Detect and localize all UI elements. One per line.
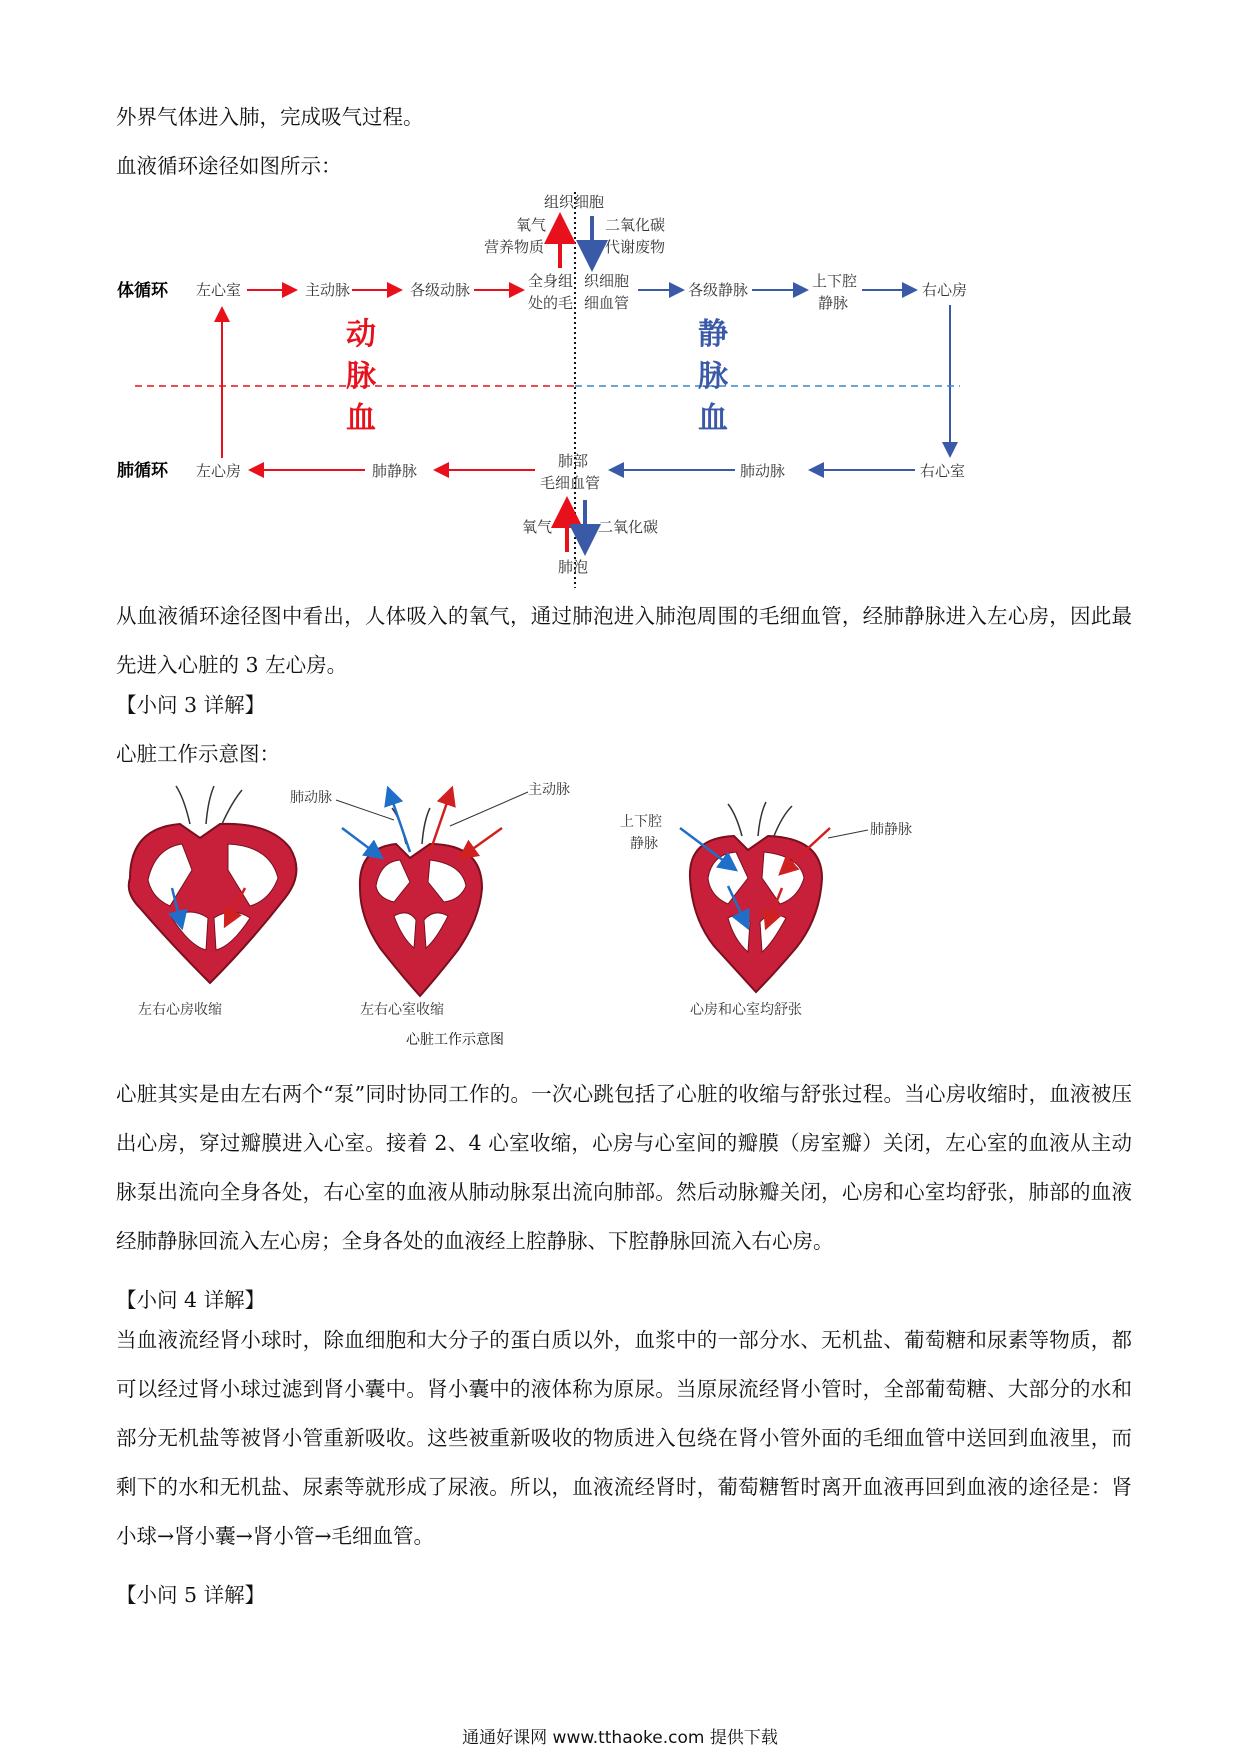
heading-q5: 【小问 5 详解】 [116,1583,266,1607]
node-body-capillary-1: 全身组 [528,272,574,290]
heart-both-relax [680,802,830,992]
heart-ventricles-contract [342,788,502,996]
nutrients-label: 营养物质 [484,238,545,256]
node-right-ventricle: 右心室 [920,462,966,480]
lung-oxygen-label: 氧气 [522,518,553,536]
caption-both-relax: 心房和心室均舒张 [690,1002,802,1018]
paragraph-heart-text: 心脏其实是由左右两个“泵”同时协同工作的。一次心跳包括了心脏的收缩与舒张过程。当心房收缩时，血液被压出心房，穿过瓣膜进入心室。接着 2、4 心室收缩，心房与心室间的瓣膜（房室瓣）关闭，左心室的血液从主动脉泵出流向全身各处，右心室的血液从肺动脉泵出流向肺部。然后动脉瓣关闭，心房和心室均舒张，肺部的血液经肺静脉回流入左心房；全身各处的血液经上腔静脉、下腔静脉回流入右心房。 [116,1082,1132,1253]
node-left-atrium: 左心房 [196,462,242,480]
paragraph-heart-intro: 心脏工作示意图： [116,742,280,766]
node-body-capillary-4: 细血管 [584,294,630,312]
node-left-ventricle: 左心室 [196,281,242,299]
node-pulmonary-vein: 肺静脉 [372,462,418,480]
node-pulmonary-artery: 肺动脉 [740,462,786,480]
paragraph-inhale: 外界气体进入肺，完成吸气过程。 [116,105,424,129]
lung-co2-label: 二氧化碳 [598,518,659,536]
heart-figure-title: 心脏工作示意图 [406,1032,504,1048]
wastes-label: 代谢废物 [605,238,666,256]
paragraph-kidney: 当血液流经肾小球时，除血细胞和大分子的蛋白质以外，血浆中的一部分水、无机盐、葡萄糖和尿素等物质，都可以经过肾小球过滤到肾小囊中。肾小囊中的液体称为原尿。当原尿流经肾小管时，全部葡萄糖、大部分的水和部分无机盐等被肾小管重新吸收。这些被重新吸收的物质进入包绕在肾小管外面的毛细血管中送回到血液里，而剩下的水和无机盐、尿素等就形成了尿液。所以，血液流经肾时，葡萄糖暂时离开血液再回到血液的途径是：肾小球→肾小囊→肾小管→毛细血管。 [116,1328,1132,1548]
heading-q4: 【小问 4 详解】 [116,1288,266,1312]
venous-blood-char-2: 脉 [698,359,728,394]
node-lung-capillary-1: 肺部 [558,452,589,470]
heart-working-figure [110,778,1000,1060]
label-pulmonary-artery: 肺动脉 [290,790,332,806]
label-vena-cava-2: 静脉 [630,836,658,852]
venous-blood-char-1: 静 [698,317,728,352]
arterial-blood-char-2: 脉 [346,359,376,394]
node-veins: 各级静脉 [688,281,749,299]
tissue-cells-label: 组织细胞 [544,193,605,211]
label-aorta: 主动脉 [528,782,570,798]
node-vena-cava-2: 静脉 [818,294,849,312]
node-right-atrium: 右心房 [922,281,968,299]
arterial-blood-char-3: 血 [346,401,376,436]
paragraph-after-diagram: 从血液循环途径图中看出，人体吸入的氧气，通过肺泡进入肺泡周围的毛细血管，经肺静脉进入左心房，因此最先进入心脏的 3 左心房。 [116,604,1132,677]
co2-label: 二氧化碳 [605,216,666,234]
node-body-capillary-2: 处的毛 [528,294,574,312]
page-footer: 通通好课网 www.tthaoke.com 提供下载 [462,1728,778,1748]
label-vena-cava-1: 上下腔 [620,814,662,830]
node-lung-capillary-2: 毛细血管 [540,474,601,492]
label-pulmonary-vein: 肺静脉 [870,822,912,838]
arterial-blood-char-1: 动 [346,317,376,352]
pulmonary-label: 肺循环 [117,461,168,481]
node-arteries: 各级动脉 [410,281,471,299]
systemic-label: 体循环 [117,281,168,301]
caption-ventricles-contract: 左右心室收缩 [360,1002,444,1018]
paragraph-route-intro: 血液循环途径如图所示： [116,154,342,178]
heart-atria-contract [129,786,297,983]
venous-blood-char-3: 血 [698,401,728,436]
blood-circulation-diagram [110,190,1000,590]
node-vena-cava-1: 上下腔 [812,272,858,290]
alveoli-label: 肺泡 [558,558,589,576]
heading-q3: 【小问 3 详解】 [116,693,266,717]
node-aorta: 主动脉 [305,281,351,299]
node-body-capillary-3: 织细胞 [584,272,630,290]
oxygen-label: 氧气 [516,216,547,234]
caption-atria-contract: 左右心房收缩 [138,1002,222,1018]
